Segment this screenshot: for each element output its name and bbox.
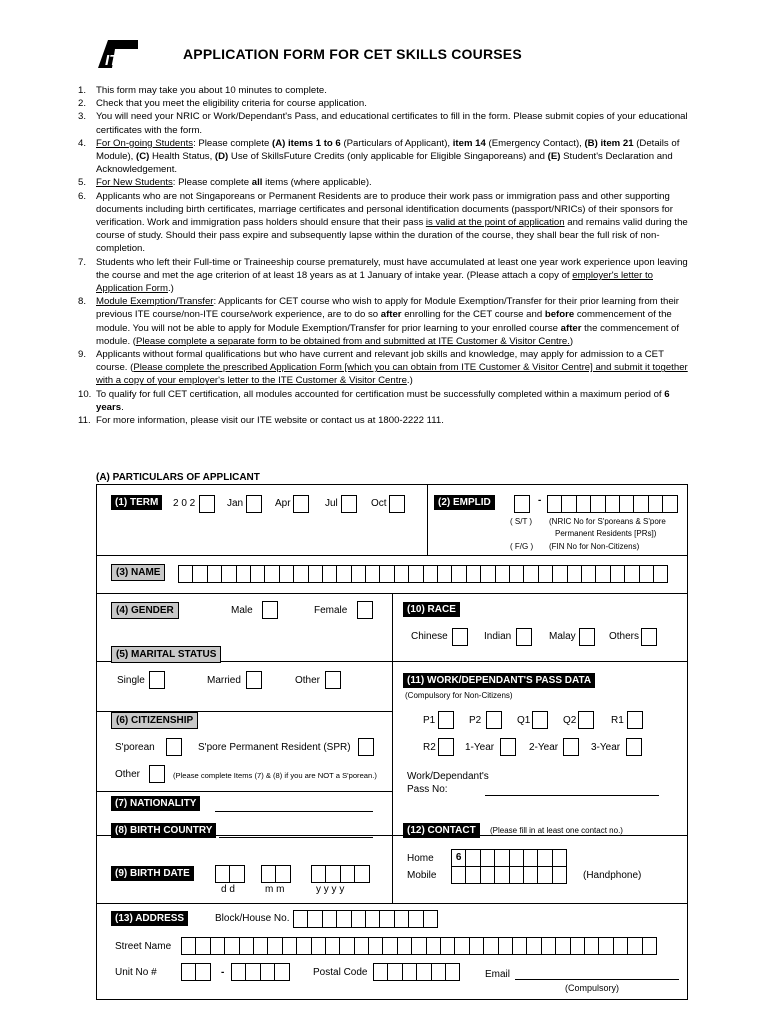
instruction-text-part: For more information, please visit our ITE website or contact us at 1800-2222 111. [96, 415, 444, 427]
instruction-text-part: (Emergency Contact), [485, 137, 585, 149]
instruction-text [96, 97, 690, 110]
gender-label: (4) GENDER [111, 602, 179, 619]
nationality-line[interactable] [215, 811, 373, 812]
instruction-item [78, 97, 690, 110]
marital-single-checkbox[interactable] [149, 671, 165, 689]
work-pass-r2-label: R2 [423, 742, 436, 753]
race-indian-checkbox[interactable] [516, 628, 532, 646]
instruction-text-part: (Particulars of Applicant), [340, 137, 453, 149]
instruction-text-part: Health Status, [149, 151, 215, 163]
instruction-number: 11. [78, 415, 91, 427]
contact-mobile-boxes[interactable] [451, 866, 566, 884]
instruction-number: 5. [78, 177, 87, 189]
race-indian-label: Indian [484, 631, 512, 642]
emplid-st-note-2: Permanent Residents [PRs]) [555, 529, 657, 538]
emplid-fg-code: ( F/G ) [510, 542, 534, 551]
emplid-st-note-1: (NRIC No for S'poreans & S'pore [549, 517, 666, 526]
instruction-text-part: To qualify for full CET certification, all modules accounted for certification must be successfully completed within a maximum period of [96, 388, 665, 400]
instruction-text-part: is valid at the point of application [425, 217, 565, 229]
work-pass-p1-checkbox[interactable] [438, 711, 454, 729]
instruction-text-part: .) [406, 375, 413, 387]
address-street-label: Street Name [115, 941, 172, 952]
address-unit-label: Unit No # [115, 967, 157, 978]
instruction-text-part: Check that you meet the eligibility criteria for course application. [96, 98, 367, 110]
instruction-item [78, 348, 690, 388]
term-oct-checkbox[interactable] [389, 495, 405, 513]
contact-label: (12) CONTACT [403, 823, 480, 838]
address-block-label: Block/House No. [215, 913, 290, 924]
work-pass-1year-checkbox[interactable] [500, 738, 516, 756]
emplid-label: (2) EMPLID [434, 495, 495, 510]
marital-married-label: Married [207, 675, 241, 686]
address-unit-number-boxes[interactable] [231, 963, 289, 981]
birth-date-year-boxes[interactable] [311, 865, 369, 883]
gender-male-checkbox[interactable] [262, 601, 278, 619]
instruction-text-part: You will need your NRIC or Work/Dependant's Pass, and educational certificates to fill in the form. Please submit copies of your educational certificates with the form. [96, 111, 688, 136]
instruction-text-part: Please complete the prescribed Application Form [which you can obtain from ITE Customer & Visitor Centre] and submit it together with a copy of your employer's letter to the ITE Customer & Visitor Centre [96, 362, 688, 387]
instruction-item [78, 84, 690, 97]
gender-female-label: Female [314, 605, 348, 616]
work-pass-q2-label: Q2 [563, 715, 577, 726]
instruction-text-part: Students who left their Full-time or Traineeship course prematurely, must have accumulated at least one year work experience upon leaving the course and met the age criterion of at least 18 years as at 1 January of intake year. (Please attach a copy of [96, 256, 688, 281]
name-letter-boxes[interactable] [178, 565, 667, 583]
gender-female-checkbox[interactable] [357, 601, 373, 619]
instruction-text [96, 414, 690, 427]
citizenship-note: (Please complete Items (7) & (8) if you are NOT a S'porean.) [173, 771, 377, 780]
instruction-number: 7. [78, 256, 87, 268]
race-malay-label: Malay [549, 631, 576, 642]
citizenship-sporean-label: S'porean [115, 742, 155, 753]
instruction-item [78, 137, 690, 177]
citizenship-label: (6) CITIZENSHIP [111, 712, 198, 729]
instruction-text [96, 176, 690, 189]
work-pass-3year-label: 3-Year [591, 742, 621, 753]
term-year-prefix: 2 0 2 [173, 498, 196, 509]
address-street-boxes[interactable] [181, 937, 656, 955]
instruction-item [78, 414, 690, 427]
instruction-text-part: the commencement of module. ( [96, 322, 680, 347]
instruction-text-part: Use of SkillsFuture Credits (only applicable for Eligible Singaporeans) and [228, 151, 548, 163]
instruction-text-part: commencement of the module. You will not be able to apply for Module Exemption/Transfer for prior learning to your enrolled course [96, 309, 672, 334]
instruction-text-part: .) [167, 283, 174, 295]
work-pass-q1-checkbox[interactable] [532, 711, 548, 729]
instruction-text-part: and remains valid during the course of study. Should their pass expire and subsequently lapse within the duration of the course, they shall bear the full risk of non-completion. [96, 217, 688, 255]
term-apr-label: Apr [275, 498, 291, 509]
instruction-text-part: (D) [214, 151, 229, 163]
instruction-number: 8. [78, 296, 87, 308]
instruction-text-part: items (where applicable). [262, 177, 372, 189]
page-title: APPLICATION FORM FOR CET SKILLS COURSES [183, 46, 522, 62]
home-prefix-digit: 6 [451, 849, 466, 867]
gender-male-label: Male [231, 605, 253, 616]
instruction-item [78, 110, 690, 136]
citizenship-spr-label: S'pore Permanent Resident (SPR) [198, 742, 351, 753]
nationality-label: (7) NATIONALITY [111, 796, 200, 811]
instruction-item [78, 190, 690, 256]
race-malay-checkbox[interactable] [579, 628, 595, 646]
instruction-text [96, 348, 690, 388]
race-others-checkbox[interactable] [641, 628, 657, 646]
term-year-digit[interactable] [199, 495, 215, 513]
instruction-text-part: Applicants who are not Singaporeans or Permanent Residents are to produce their work pass or immigration pass and other supporting documents including birth certificates, marriage certificates and personal identification documents (passport/NRICs) of their sponsors for verification. Work and immigration pass holders should ensure that their pass [96, 190, 673, 229]
instruction-text-part: Module Exemption/Transfer [96, 296, 214, 308]
work-pass-r1-checkbox[interactable] [627, 711, 643, 729]
instruction-text-part: : Applicants for CET course who wish to apply for Module Exemption/Transfer for their prior learning from their previous ITE course/non-ITE course/work experience, are to do so [96, 296, 679, 321]
instruction-number: 1. [78, 85, 87, 96]
term-oct-label: Oct [371, 498, 387, 509]
instruction-text [96, 295, 690, 348]
address-email-compulsory: (Compulsory) [565, 983, 620, 993]
instruction-text-part: Please complete a separate form to be obtained from and submitted at ITE Customer & Visitor Centre. [136, 335, 570, 347]
instruction-text-part: Student's Declaration and Acknowledgement. [96, 151, 673, 176]
race-chinese-label: Chinese [411, 631, 448, 642]
instruction-number: 6. [78, 190, 87, 202]
term-apr-checkbox[interactable] [293, 495, 309, 513]
instruction-item [78, 176, 690, 189]
work-pass-number-label-2: Pass No: [407, 784, 448, 795]
instruction-text-part: . [121, 401, 124, 413]
instruction-text-part: 6 years [96, 388, 670, 413]
instruction-text-part: (C) [136, 151, 150, 163]
term-jan-label: Jan [227, 498, 244, 509]
instruction-text-part: ) [569, 335, 574, 347]
term-jan-checkbox[interactable] [246, 495, 262, 513]
work-pass-r2-checkbox[interactable] [438, 738, 454, 756]
work-pass-q1-label: Q1 [517, 715, 531, 726]
birth-date-month-boxes[interactable] [261, 865, 290, 883]
instruction-text-part: (E) [547, 151, 561, 163]
work-pass-p2-label: P2 [469, 715, 482, 726]
emplid-fg-note: (FIN No for Non-Citizens) [549, 542, 640, 551]
instruction-text [96, 84, 690, 97]
instruction-text-part: all [251, 177, 263, 189]
address-block-boxes[interactable] [293, 910, 437, 928]
contact-mobile-label: Mobile [407, 870, 437, 881]
race-label: (10) RACE [403, 602, 460, 617]
instruction-item [78, 388, 690, 414]
address-email-line[interactable] [515, 979, 679, 980]
race-chinese-checkbox[interactable] [452, 628, 468, 646]
address-unit-dash: - [221, 967, 225, 978]
contact-home-label: Home [407, 853, 434, 864]
work-pass-3year-checkbox[interactable] [626, 738, 642, 756]
instruction-text [96, 137, 690, 177]
instruction-text-part: before [544, 309, 575, 321]
work-pass-2year-label: 2-Year [529, 742, 559, 753]
birth-country-label: (8) BIRTH COUNTRY [111, 823, 216, 838]
work-pass-number-label-1: Work/Dependant's [407, 771, 489, 782]
work-pass-1year-label: 1-Year [465, 742, 495, 753]
term-label: (1) TERM [111, 495, 162, 510]
instruction-text-part: Applicants without formal qualifications but who have current and relevant job skills and knowledge, may apply for admission to a CET course. ( [96, 349, 664, 374]
citizenship-spr-checkbox[interactable] [358, 738, 374, 756]
instruction-number: 3. [78, 111, 87, 123]
instruction-item [78, 295, 690, 348]
work-pass-number-line[interactable] [485, 795, 659, 796]
address-email-label: Email [485, 969, 511, 980]
marital-married-checkbox[interactable] [246, 671, 262, 689]
logo-text: ITE [105, 52, 129, 69]
instruction-text-part: : Please complete [172, 177, 252, 189]
name-label: (3) NAME [111, 564, 165, 581]
birth-date-yyyy-hint: y y y y [316, 884, 345, 895]
birth-date-dd-hint: d d [221, 884, 235, 895]
ite-logo [96, 36, 140, 72]
instruction-text-part: For New Students [96, 177, 173, 189]
citizenship-sporean-checkbox[interactable] [166, 738, 182, 756]
instruction-text-part: after [560, 322, 582, 334]
work-pass-2year-checkbox[interactable] [563, 738, 579, 756]
marital-other-label: Other [295, 675, 321, 686]
contact-home-boxes[interactable] [451, 849, 566, 867]
emplid-digit-boxes[interactable] [547, 495, 677, 513]
address-postal-label: Postal Code [313, 967, 368, 978]
instruction-text-part: item 14 [452, 137, 486, 149]
work-pass-label: (11) WORK/DEPENDANT'S PASS DATA [403, 673, 595, 688]
marital-other-checkbox[interactable] [325, 671, 341, 689]
birth-country-line[interactable] [219, 837, 373, 838]
instruction-text-part: enrolling for the CET course and [401, 309, 545, 321]
contact-handphone-label: (Handphone) [583, 870, 642, 881]
instruction-text [96, 388, 690, 414]
address-label: (13) ADDRESS [111, 911, 188, 926]
instruction-item [78, 256, 690, 296]
birth-date-mm-hint: m m [265, 884, 285, 895]
birth-date-day-boxes[interactable] [215, 865, 244, 883]
instruction-number: 2. [78, 98, 87, 110]
instruction-text [96, 110, 690, 136]
instruction-text-part: after [380, 309, 402, 321]
instruction-number: 4. [78, 137, 87, 149]
work-pass-note: (Compulsory for Non-Citizens) [405, 691, 513, 700]
address-postal-boxes[interactable] [373, 963, 459, 981]
emplid-st-code: ( S/T ) [510, 517, 533, 526]
instruction-text [96, 256, 690, 296]
term-jul-label: Jul [325, 498, 338, 509]
instruction-text-part: For On-going Students [96, 137, 194, 149]
emplid-dash: - [538, 495, 542, 506]
instruction-text-part: : Please complete [193, 137, 272, 149]
instruction-number: 9. [78, 349, 87, 361]
birth-date-label: (9) BIRTH DATE [111, 866, 194, 881]
instruction-number: 10. [78, 388, 92, 400]
race-others-label: Others [609, 631, 640, 642]
instruction-text-part: (B) item 21 [584, 137, 634, 149]
marital-status-label: (5) MARITAL STATUS [111, 646, 221, 663]
work-pass-p2-checkbox[interactable] [486, 711, 502, 729]
citizenship-other-checkbox[interactable] [149, 765, 165, 783]
work-pass-p1-label: P1 [423, 715, 436, 726]
instructions-list [78, 84, 690, 427]
marital-single-label: Single [117, 675, 145, 686]
term-jul-checkbox[interactable] [341, 495, 357, 513]
section-a-heading: (A) PARTICULARS OF APPLICANT [96, 472, 260, 483]
citizenship-other-label: Other [115, 769, 141, 780]
applicant-form [96, 484, 688, 1000]
instruction-text-part: (A) items 1 to 6 [272, 137, 341, 149]
instruction-text [96, 190, 690, 256]
emplid-prefix-box[interactable] [514, 495, 530, 513]
work-pass-q2-checkbox[interactable] [578, 711, 594, 729]
instruction-text-part: (Details of Module), [96, 137, 680, 163]
address-unit-floor-boxes[interactable] [181, 963, 210, 981]
work-pass-r1-label: R1 [611, 715, 624, 726]
instruction-text-part: This form may take you about 10 minutes to complete. [96, 85, 327, 96]
instruction-text-part: employer's letter to Application Form [96, 269, 653, 295]
contact-note: (Please fill in at least one contact no.) [490, 826, 623, 835]
